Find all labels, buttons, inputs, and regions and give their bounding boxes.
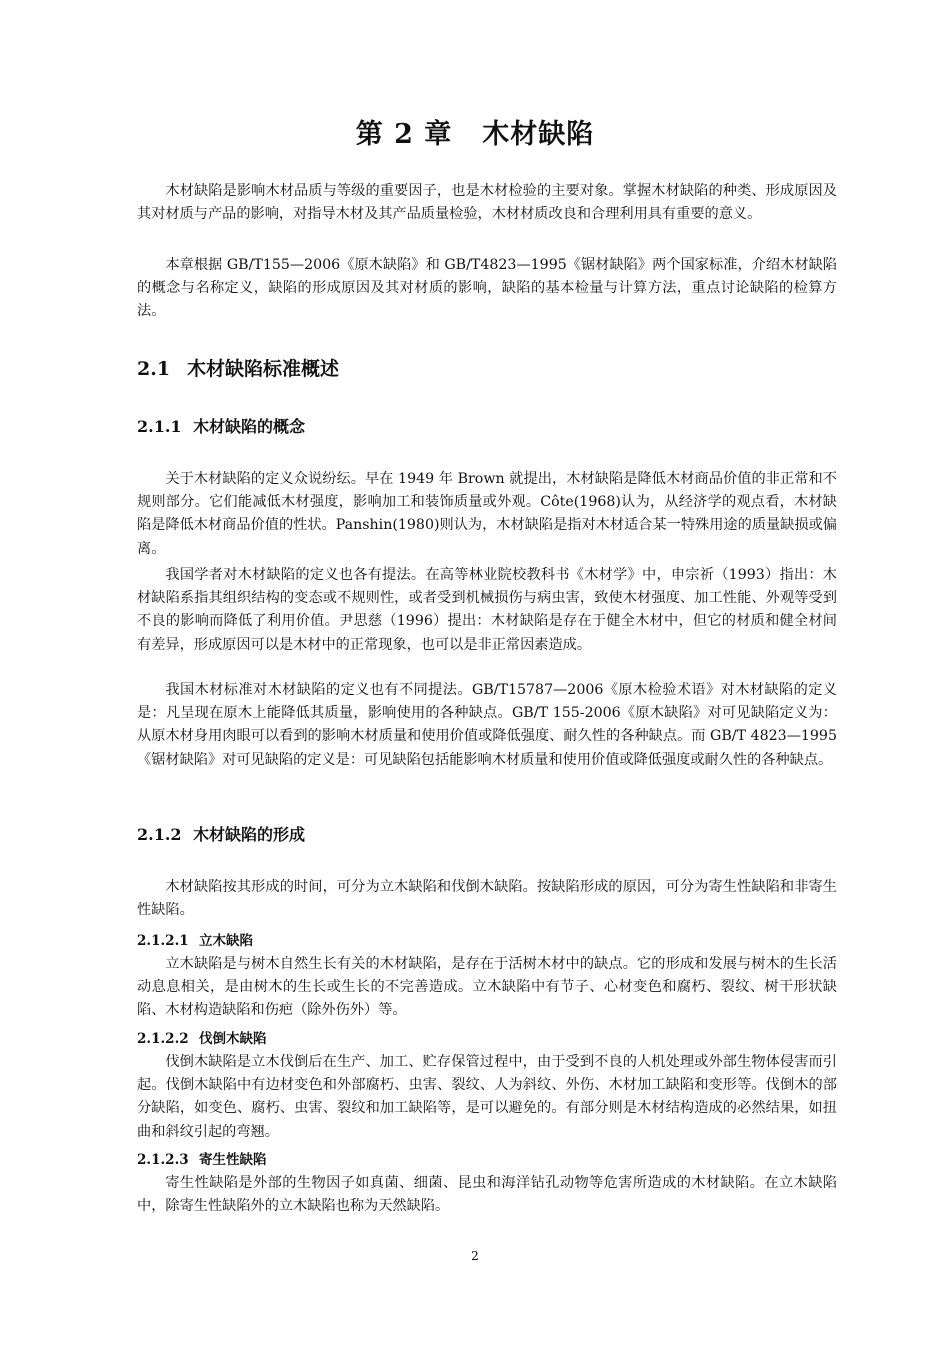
chapter-number: 第 2 章	[355, 119, 453, 150]
section-heading-2-1-2	[137, 822, 305, 845]
section-title: 立木缺陷	[199, 933, 253, 949]
chapter-title	[0, 112, 950, 151]
section-number: 2.1.2	[137, 825, 182, 844]
intro-paragraph-2: 本章根据 GB/T155—2006《原木缺陷》和 GB/T4823—1995《锯材缺陷》两个国家标准，介绍木材缺陷的概念与名称定义，缺陷的形成原因及其对材质的影响，缺陷的基本检量与计算方法，重点讨论缺陷的检算方法。	[137, 257, 837, 320]
intro-paragraph-1: 木材缺陷是影响木材品质与等级的重要因子，也是木材检验的主要对象。掌握木材缺陷的种类、形成原因及其对材质与产品的影响，对指导木材及其产品质量检验，木材材质改良和合理利用具有重要的意义。	[137, 183, 837, 223]
page-number: 2	[471, 1249, 479, 1263]
paragraph-felled-tree-defects: 伐倒木缺陷是立木伐倒后在生产、加工、贮存保管过程中，由于受到不良的人机处理或外部生物体侵害而引起。伐倒木缺陷中有边材变色和外部腐朽、虫害、裂纹、人为斜纹、外伤、木材加工缺陷和变形等。伐倒木的部分缺陷，如变色、腐朽、虫害、裂纹和加工缺陷等，是可以避免的。有部分则是木材结构造成的必然结果，如扭曲和斜纹引起的弯翘。	[137, 1054, 837, 1140]
section-number: 2.1.1	[137, 417, 182, 436]
section-heading-2-1-2-1	[137, 929, 253, 949]
paragraph-parasitic-defects: 寄生性缺陷是外部的生物因子如真菌、细菌、昆虫和海洋钻孔动物等危害所造成的木材缺陷。在立木缺陷中，除寄生性缺陷外的立木缺陷也称为天然缺陷。	[137, 1175, 837, 1215]
section-number: 2.1.2.1	[137, 933, 189, 949]
section-number: 2.1	[137, 358, 171, 380]
paragraph-definition-1: 关于木材缺陷的定义众说纷纭。早在 1949 年 Brown 就提出，木材缺陷是降低木材商品价值的非正常和不规则部分。它们能减低木材强度，影响加工和装饰质量或外观。Côte(1968)认为，从经济学的观点看，木材缺陷是降低木材商品价值的性状。Panshin(1980)则认为，木材缺陷是指对木材适合某一特殊用途的质量缺损或偏离。	[137, 471, 837, 557]
section-title: 木材缺陷的形成	[193, 825, 306, 844]
section-number: 2.1.2.2	[137, 1031, 189, 1047]
chapter-name: 木材缺陷	[482, 119, 595, 150]
section-title: 木材缺陷标准概述	[187, 358, 340, 380]
section-heading-2-1-2-2	[137, 1027, 267, 1047]
section-title: 伐倒木缺陷	[199, 1031, 267, 1047]
paragraph-definition-2: 我国学者对木材缺陷的定义也各有提法。在高等林业院校教科书《木材学》中，申宗祈（1993）指出：木材缺陷系指其组织结构的变态或不规则性，或者受到机械损伤与病虫害，致使木材强度、加工性能、外观等受到不良的影响而降低了利用价值。尹思慈（1996）提出：木材缺陷是存在于健全木材中，但它的材质和健全材间有差异，形成原因可以是木材中的正常现象，也可以是非正常因素造成。	[137, 567, 837, 653]
section-heading-2-1-2-3	[137, 1148, 267, 1168]
section-heading-2-1-1	[137, 414, 305, 437]
paragraph-definition-3: 我国木材标准对木材缺陷的定义也有不同提法。GB/T15787—2006《原木检验术语》对木材缺陷的定义是：凡呈现在原木上能降低其质量，影响使用的各种缺点。GB/T 155-2006《原木缺陷》对可见缺陷定义为：从原木材身用肉眼可以看到的影响木材质量和使用价值或降低强度、耐久性的各种缺点。而 GB/T 4823—1995《锯材缺陷》对可见缺陷的定义是：可见缺陷包括能影响木材质量和使用价值或降低强度或耐久性的各种缺点。	[137, 682, 837, 768]
paragraph-formation: 木材缺陷按其形成的时间，可分为立木缺陷和伐倒木缺陷。按缺陷形成的原因，可分为寄生性缺陷和非寄生性缺陷。	[137, 879, 837, 919]
section-heading-2-1	[137, 354, 339, 381]
section-title: 寄生性缺陷	[199, 1152, 267, 1168]
section-title: 木材缺陷的概念	[193, 417, 306, 436]
paragraph-standing-tree-defects: 立木缺陷是与树木自然生长有关的木材缺陷，是存在于活树木材中的缺点。它的形成和发展与树木的生长活动息息相关，是由树木的生长或生长的不完善造成。立木缺陷中有节子、心材变色和腐朽、裂纹、树干形状缺陷、木材构造缺陷和伤疤（除外伤外）等。	[137, 956, 837, 1019]
section-number: 2.1.2.3	[137, 1152, 189, 1168]
